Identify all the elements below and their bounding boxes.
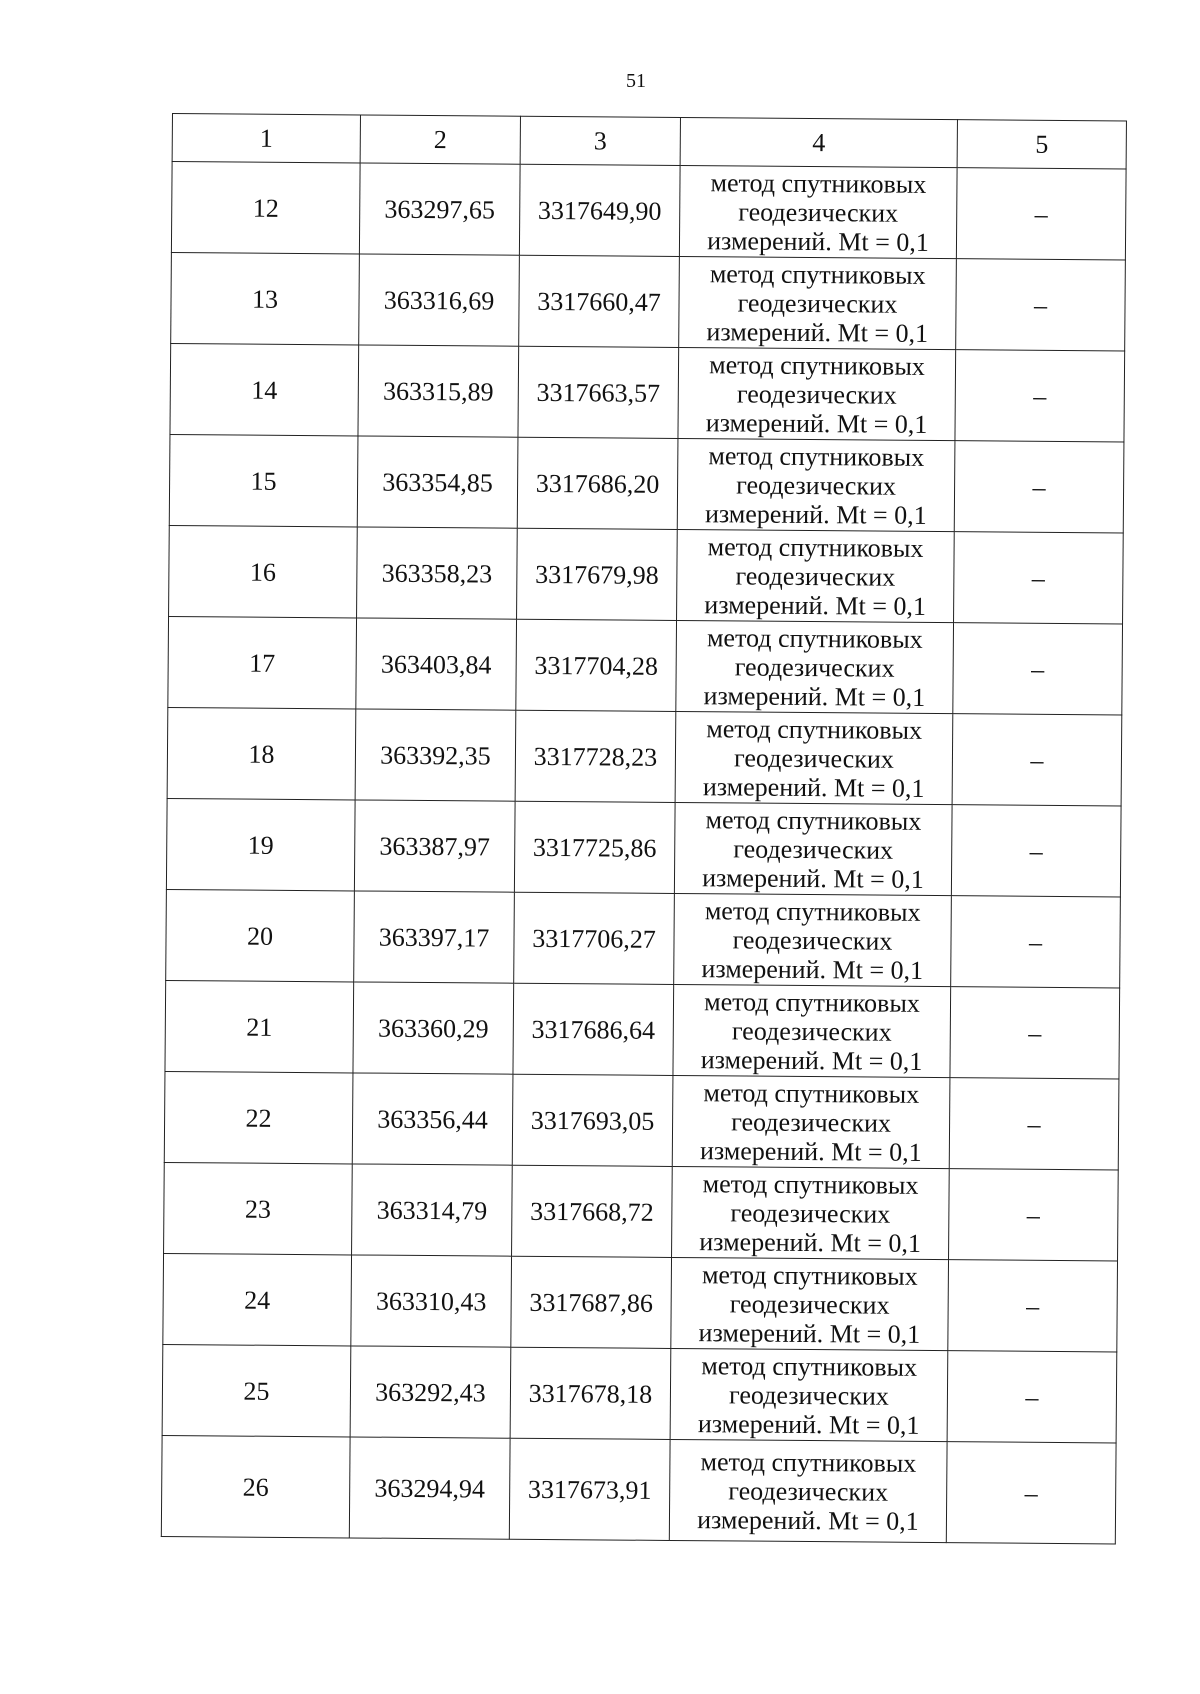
method-line: метод спутниковых	[701, 1350, 918, 1382]
method-line: метод спутниковых	[709, 349, 925, 381]
method-cell	[669, 1439, 947, 1542]
method-cell	[679, 256, 957, 349]
note-cell: –	[947, 1351, 1117, 1443]
point-number-cell: 14	[170, 343, 359, 435]
method-line: геодезических	[736, 469, 897, 501]
point-number-cell: 12	[171, 162, 360, 254]
method-line: геодезических	[731, 1015, 892, 1047]
point-number-cell: 18	[167, 707, 356, 799]
note-cell: –	[956, 168, 1126, 260]
table-body	[161, 162, 1126, 1544]
table-row	[170, 343, 1125, 441]
y-coordinate-cell: 3317693,05	[512, 1074, 673, 1166]
note-cell: –	[946, 1442, 1116, 1544]
method-line: геодезических	[734, 651, 895, 683]
header-row	[172, 114, 1126, 169]
point-number-cell: 26	[161, 1435, 350, 1537]
method-cell	[677, 529, 955, 622]
x-coordinate-cell: 363360,29	[353, 982, 514, 1074]
method-line: измерений. Mt = 0,1	[700, 1044, 923, 1076]
column-header-3: 3	[520, 116, 680, 165]
table-row	[169, 434, 1124, 532]
table-row	[164, 1162, 1119, 1260]
x-coordinate-cell: 363292,43	[350, 1346, 511, 1438]
y-coordinate-cell: 3317679,98	[517, 528, 678, 620]
method-line: метод спутниковых	[700, 1446, 917, 1478]
note-cell: –	[954, 532, 1124, 624]
method-line: геодезических	[728, 1379, 889, 1411]
method-line: измерений. Mt = 0,1	[704, 498, 927, 530]
x-coordinate-cell: 363356,44	[352, 1073, 513, 1165]
table-row	[161, 1435, 1116, 1543]
method-line: метод спутниковых	[703, 1077, 920, 1109]
table-row	[163, 1253, 1118, 1351]
method-cell	[672, 1075, 950, 1168]
column-header-4: 4	[680, 117, 957, 167]
method-line: измерений. Mt = 0,1	[706, 316, 929, 348]
point-number-cell: 22	[164, 1071, 353, 1163]
x-coordinate-cell: 363314,79	[352, 1164, 513, 1256]
method-cell	[675, 711, 953, 804]
method-line: измерений. Mt = 0,1	[707, 225, 929, 257]
table-row	[168, 616, 1123, 714]
method-line: геодезических	[729, 1288, 890, 1320]
table-row	[171, 162, 1126, 260]
point-number-cell: 15	[169, 434, 358, 526]
y-coordinate-cell: 3317660,47	[519, 255, 680, 347]
y-coordinate-cell: 3317668,72	[512, 1165, 673, 1257]
column-header-1: 1	[172, 114, 360, 163]
method-line: измерений. Mt = 0,1	[697, 1408, 920, 1440]
method-line: измерений. Mt = 0,1	[703, 680, 926, 712]
method-line: геодезических	[735, 560, 896, 592]
table-row	[162, 1344, 1117, 1442]
note-cell: –	[952, 714, 1122, 806]
y-coordinate-cell: 3317686,64	[513, 983, 674, 1075]
note-cell: –	[954, 441, 1124, 533]
method-line: геодезических	[736, 378, 897, 410]
method-line: измерений. Mt = 0,1	[699, 1226, 922, 1258]
method-cell	[671, 1257, 949, 1350]
method-cell	[673, 984, 951, 1077]
table-header	[172, 114, 1126, 169]
y-coordinate-cell: 3317649,90	[519, 164, 680, 256]
point-number-cell: 19	[166, 798, 355, 890]
x-coordinate-cell: 363403,84	[356, 618, 517, 710]
y-coordinate-cell: 3317663,57	[518, 346, 679, 438]
method-line: метод спутниковых	[705, 804, 922, 836]
note-cell: –	[948, 1260, 1118, 1352]
x-coordinate-cell: 363397,17	[354, 891, 515, 983]
column-header-5: 5	[957, 120, 1126, 169]
table-row	[166, 798, 1121, 896]
note-cell: –	[951, 805, 1121, 897]
y-coordinate-cell: 3317686,20	[517, 437, 678, 529]
y-coordinate-cell: 3317678,18	[510, 1347, 671, 1439]
point-number-cell: 13	[171, 252, 360, 344]
table-row	[169, 525, 1124, 623]
method-line: измерений. Mt = 0,1	[704, 589, 927, 621]
method-line: метод спутниковых	[704, 895, 921, 927]
note-cell: –	[949, 1169, 1119, 1261]
method-cell	[677, 438, 955, 531]
method-line: геодезических	[733, 833, 894, 865]
method-line: геодезических	[730, 1197, 891, 1229]
method-line: измерений. Mt = 0,1	[699, 1135, 922, 1167]
method-line: измерений. Mt = 0,1	[702, 862, 924, 894]
x-coordinate-cell: 363358,23	[357, 527, 518, 619]
x-coordinate-cell: 363354,85	[357, 436, 518, 528]
method-cell	[674, 802, 952, 895]
method-cell	[676, 620, 954, 713]
y-coordinate-cell: 3317687,86	[511, 1256, 672, 1348]
note-cell: –	[956, 259, 1126, 351]
x-coordinate-cell: 363297,65	[359, 163, 520, 255]
method-line: геодезических	[737, 287, 898, 319]
method-line: метод спутниковых	[706, 622, 923, 654]
table-row	[165, 980, 1120, 1078]
note-cell: –	[951, 896, 1121, 988]
table-row	[171, 252, 1126, 350]
method-line: измерений. Mt = 0,1	[697, 1504, 919, 1536]
table-row	[164, 1071, 1119, 1169]
method-line: измерений. Mt = 0,1	[698, 1317, 921, 1349]
point-number-cell: 17	[168, 616, 357, 708]
table-row	[166, 889, 1121, 987]
method-cell	[672, 1166, 950, 1259]
note-cell: –	[950, 987, 1120, 1079]
note-cell: –	[953, 623, 1123, 715]
method-line: геодезических	[728, 1475, 889, 1507]
method-line: метод спутниковых	[707, 531, 924, 563]
method-line: метод спутниковых	[710, 167, 927, 199]
point-number-cell: 23	[164, 1162, 353, 1254]
method-line: геодезических	[732, 924, 893, 956]
method-line: геодезических	[738, 196, 899, 228]
table-row	[167, 707, 1122, 805]
column-header-2: 2	[360, 115, 520, 164]
method-line: измерений. Mt = 0,1	[705, 407, 928, 439]
x-coordinate-cell: 363316,69	[359, 254, 520, 346]
method-line: метод спутниковых	[708, 440, 925, 472]
x-coordinate-cell: 363387,97	[354, 800, 515, 892]
method-cell	[670, 1348, 948, 1441]
y-coordinate-cell: 3317728,23	[515, 710, 676, 802]
page-number: 51	[626, 70, 646, 92]
note-cell: –	[955, 350, 1125, 442]
y-coordinate-cell: 3317704,28	[516, 619, 677, 711]
method-line: измерений. Mt = 0,1	[702, 771, 925, 803]
point-number-cell: 20	[166, 889, 355, 981]
method-line: геодезических	[731, 1106, 892, 1138]
method-cell	[678, 347, 956, 440]
x-coordinate-cell: 363310,43	[351, 1255, 512, 1347]
y-coordinate-cell: 3317706,27	[514, 892, 675, 984]
method-line: метод спутниковых	[701, 1259, 918, 1291]
point-number-cell: 21	[165, 980, 354, 1072]
x-coordinate-cell: 363315,89	[358, 345, 519, 437]
coordinates-table	[161, 113, 1127, 1544]
note-cell: –	[949, 1078, 1119, 1170]
method-line: метод спутниковых	[702, 1168, 919, 1200]
x-coordinate-cell: 363294,94	[349, 1437, 510, 1539]
point-number-cell: 16	[169, 525, 358, 617]
point-number-cell: 25	[162, 1344, 351, 1436]
method-line: метод спутниковых	[704, 986, 920, 1018]
y-coordinate-cell: 3317673,91	[509, 1438, 670, 1540]
method-line: измерений. Mt = 0,1	[701, 953, 924, 985]
method-line: метод спутниковых	[709, 258, 926, 290]
method-cell	[679, 165, 957, 258]
y-coordinate-cell: 3317725,86	[514, 801, 675, 893]
x-coordinate-cell: 363392,35	[355, 709, 516, 801]
method-cell	[674, 893, 952, 986]
point-number-cell: 24	[163, 1253, 352, 1345]
method-line: геодезических	[733, 742, 894, 774]
method-line: метод спутниковых	[706, 713, 923, 745]
